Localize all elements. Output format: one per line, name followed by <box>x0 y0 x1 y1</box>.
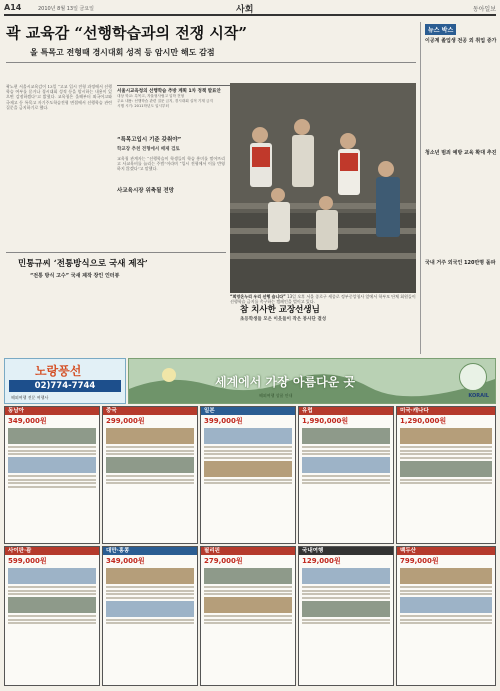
tour-thumbnail <box>204 568 292 584</box>
interview-title: 민통규씨 ‘전통방식으로 국새 제작’ <box>18 259 148 269</box>
policy-summary-row: 대상 학교: 특목고, 자율형사립고 입학 전형 <box>117 94 185 98</box>
section-title: 사회 <box>236 5 254 15</box>
tour-region: 국내여행 <box>299 547 393 555</box>
tour-listing[interactable] <box>102 546 198 686</box>
tour-listing[interactable] <box>298 406 394 544</box>
tour-thumbnail <box>8 597 96 613</box>
masthead <box>4 2 496 16</box>
tour-price: 129,000원 <box>302 557 341 565</box>
tour-region: 유럽 <box>299 407 393 415</box>
feature-title: 참 치사한 교장선생님 <box>240 305 320 315</box>
tour-price: 399,000원 <box>204 417 243 425</box>
tour-thumbnail <box>400 597 492 613</box>
section-divider <box>6 252 226 253</box>
tour-listing[interactable] <box>396 546 496 686</box>
tour-thumbnail <box>204 461 292 477</box>
travel-agency-phone: 02)774-7744 <box>9 380 121 392</box>
newspaper-brand: 동아일보 <box>472 6 496 13</box>
tour-thumbnail <box>302 428 390 444</box>
feature-subtitle: 초등학생들 모은 이웃들이 작은 봉사단 결성 <box>240 317 327 322</box>
globe-icon <box>459 363 487 391</box>
policy-summary-row: 주요 내용: 선행학습 관련 질문 금지, 경시대회 실적 기재 금지 <box>117 99 213 103</box>
tour-listing[interactable] <box>4 546 100 686</box>
tour-thumbnail <box>106 457 194 473</box>
tour-listing-grid <box>4 406 496 688</box>
article-body-text: 곽노현 서울시교육감이 13일 “고교 입시 전형 과정에서 선행학습 여부를 묻거나 경시대회 성적 등을 암시하는 내용이 있으면 감점하겠다”고 밝혔다. 교육청은 올해부터 외국어고와 국제고 등 특목고 자기주도학습전형 면접에서 선행학습 관련 질문을 금지하기로 했다. <box>6 84 112 110</box>
tour-region: 필리핀 <box>201 547 295 555</box>
sidebar-item-title: 이공계 졸업생 전공 외 취업 증가 <box>425 38 497 44</box>
travel-agency-logo: 노랑풍선 <box>35 364 82 378</box>
tour-thumbnail <box>204 597 292 613</box>
banner-subtitle: 해외여행 상품 안내 <box>259 393 293 398</box>
tour-price: 299,000원 <box>106 417 145 425</box>
tour-region: 중국 <box>103 407 197 415</box>
sidebar-label: 뉴스 박스 <box>425 24 456 35</box>
tour-price: 599,000원 <box>8 557 47 565</box>
sidebar-item-title: 국내 거주 외국인 120만명 돌파 <box>425 260 496 266</box>
tour-region: 미국·캐나다 <box>397 407 495 415</box>
tour-thumbnail <box>400 428 492 444</box>
campaign-photo-image <box>230 83 416 293</box>
article-column-2 <box>117 156 225 184</box>
tour-thumbnail <box>106 428 194 444</box>
tour-region: 대만·홍콩 <box>103 547 197 555</box>
tour-price: 349,000원 <box>8 417 47 425</box>
photo-caption-title: “희망온누리 우리 선행 습니다” <box>230 294 286 299</box>
sidebar-item-title: 청소년 범죄 예방 교육 확대 추진 <box>425 150 497 156</box>
tour-listing[interactable] <box>396 406 496 544</box>
tour-region: 사이판·괌 <box>5 547 99 555</box>
headline-divider <box>6 62 416 63</box>
tourism-banner-ad[interactable] <box>128 358 496 404</box>
column-subhead-3: 사교육시장 위축될 전망 <box>117 188 174 194</box>
tour-thumbnail <box>106 568 194 584</box>
tour-price: 1,290,000원 <box>400 417 447 425</box>
article-body-text: 교육청 관계자는 “선행학습이 학생들의 학습 흥미를 떨어뜨리고 사교육비를 늘리는 주범”이라며 “입시 전형에서 이를 반영하지 않겠다”고 말했다. <box>117 156 225 172</box>
tour-thumbnail <box>302 568 390 584</box>
main-subhead: 올 특목고 전형때 경시대회 성적 등 암시만 해도 감점 <box>30 48 215 57</box>
article-column-1 <box>6 84 112 349</box>
advertisement-area <box>4 358 496 688</box>
tour-region: 백두산 <box>397 547 495 555</box>
tour-price: 799,000원 <box>400 557 439 565</box>
tour-thumbnail <box>400 568 492 584</box>
tour-thumbnail <box>8 457 96 473</box>
page-number: A14 <box>4 3 22 12</box>
tour-price: 279,000원 <box>204 557 243 565</box>
tour-thumbnail <box>400 461 492 477</box>
tour-thumbnail <box>106 601 194 617</box>
policy-summary-row: 시행 시기: 2011학년도 입시부터 <box>117 104 169 108</box>
tour-thumbnail <box>204 428 292 444</box>
tour-listing[interactable] <box>4 406 100 544</box>
tour-price: 1,990,000원 <box>302 417 349 425</box>
banner-brand: KORAIL <box>468 393 489 399</box>
tour-region: 동남아 <box>5 407 99 415</box>
tour-thumbnail <box>8 428 96 444</box>
news-sidebar <box>420 22 496 354</box>
main-headline: 곽 교육감 “선행학습과의 전쟁 시작” <box>6 24 248 42</box>
news-photo <box>230 83 416 293</box>
tour-thumbnail <box>8 568 96 584</box>
interview-quote: “전통 방식 고수” 국새 제작 장인 인터뷰 <box>30 273 120 279</box>
tour-region: 일본 <box>201 407 295 415</box>
tour-listing[interactable] <box>200 406 296 544</box>
column-subhead-1: “특목고입시 기준 갖춰야” <box>117 137 182 143</box>
column-subhead-2: 학교장 추천 전형에서 배제 검토 <box>117 147 180 152</box>
issue-date: 2010년 8월 13일 금요일 <box>38 6 95 12</box>
tour-thumbnail <box>302 457 390 473</box>
tour-listing[interactable] <box>102 406 198 544</box>
travel-agency-ad[interactable] <box>4 358 126 404</box>
tour-listing[interactable] <box>298 546 394 686</box>
photo-caption-text: 13일 오후 서울 종로구 세종로 정부중앙청사 앞에서 학부모 단체 회원들이 선행학습 금지를 촉구하는 캠페인을 벌이고 있다. <box>230 294 416 304</box>
tour-price: 349,000원 <box>106 557 145 565</box>
travel-agency-tagline: 해외여행 전문 여행사 <box>11 395 49 400</box>
tour-thumbnail <box>302 601 390 617</box>
tour-listing[interactable] <box>200 546 296 686</box>
policy-summary-title: 서울시교육청의 선행학습 추방 계획 1차 정책 발표안 <box>117 89 221 94</box>
banner-title: 세계에서 가장 아름다운 곳 <box>215 375 356 389</box>
